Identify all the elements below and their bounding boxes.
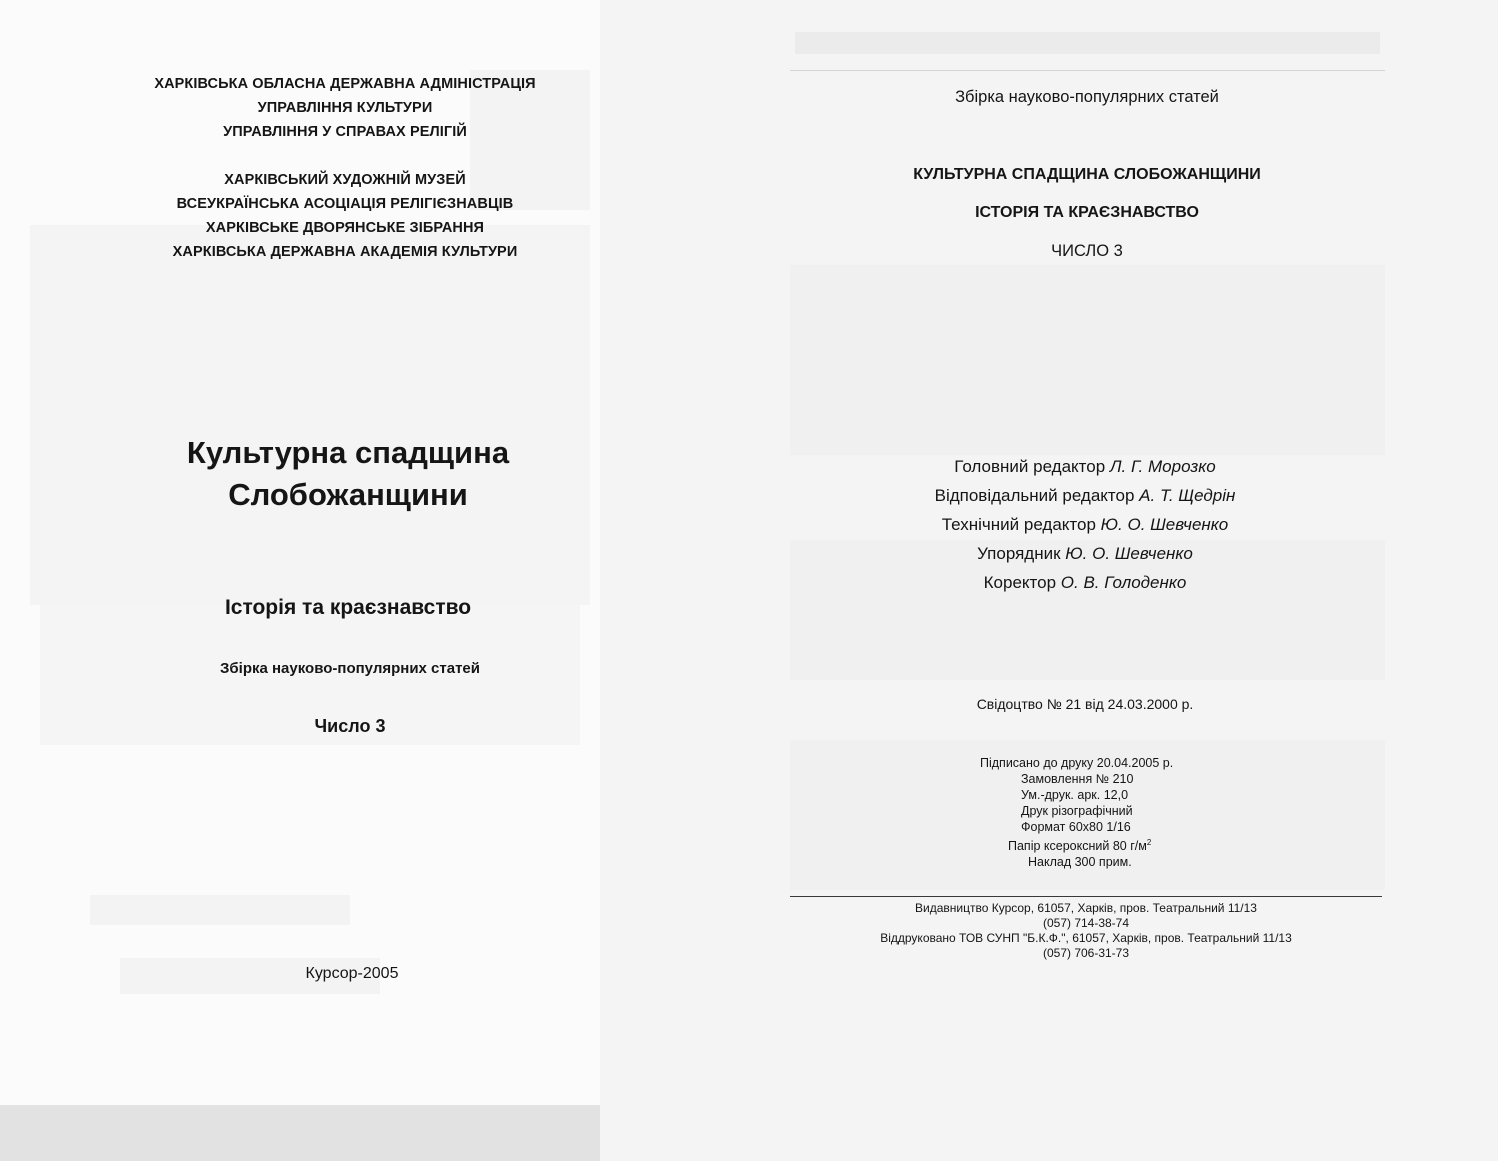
editor-name: О. В. Голоденко xyxy=(1060,573,1187,592)
footer-line: (057) 706-31-73 xyxy=(1042,946,1130,960)
spec-paper-superscript: 2 xyxy=(1146,838,1152,847)
editor-role: Упорядник xyxy=(977,544,1061,563)
org-line: ВСЕУКРАЇНСЬКА АСОЦІАЦІЯ РЕЛІГІЄЗНАВЦІВ xyxy=(176,196,514,212)
org-line: ХАРКІВСЬКА ДЕРЖАВНА АКАДЕМІЯ КУЛЬТУРИ xyxy=(172,244,518,260)
org-line: УПРАВЛІННЯ У СПРАВАХ РЕЛІГІЙ xyxy=(223,124,467,140)
right-colophon-page xyxy=(600,0,1498,1161)
scan-edge-band xyxy=(0,1105,600,1161)
editor-line xyxy=(790,539,1380,568)
publisher-footer xyxy=(786,901,1386,961)
editor-role: Відповідальний редактор xyxy=(934,486,1135,505)
footer-line: Віддруковано ТОВ СУНП "Б.К.Ф.", 61057, Харків, пров. Театральний 11/13 xyxy=(880,931,1292,945)
issue-number: ЧИСЛО 3 xyxy=(1051,242,1123,260)
footer-rule xyxy=(790,896,1382,897)
editor-line xyxy=(790,452,1380,481)
book-subtitle: ІСТОРІЯ ТА КРАЄЗНАВСТВО xyxy=(975,204,1199,221)
editor-line xyxy=(790,481,1380,510)
title-line: Слобожанщини xyxy=(228,477,468,512)
editor-name: А. Т. Щедрін xyxy=(1139,486,1236,505)
editor-name: Ю. О. Шевченко xyxy=(1100,515,1229,534)
editor-name: Л. Г. Морозко xyxy=(1109,457,1216,476)
editor-line xyxy=(790,510,1380,539)
show-through-header xyxy=(795,32,1380,54)
show-through-ghost xyxy=(90,895,350,925)
show-through-rule xyxy=(790,70,1385,71)
title-line: Культурна спадщина xyxy=(186,435,510,470)
spec-signed: Підписано до друку 20.04.2005 р. xyxy=(980,756,1174,770)
certificate-number: Свідоцтво № 21 від 24.03.2000 р. xyxy=(976,696,1194,712)
collection-label: Збірка науково-популярних статей xyxy=(219,660,480,677)
spec-run: Наклад 300 прим. xyxy=(1028,855,1132,870)
publisher-year: Курсор-2005 xyxy=(305,965,399,982)
print-specifications xyxy=(980,755,1173,870)
show-through-ghost xyxy=(790,265,1385,455)
spec-format: Формат 60х80 1/16 xyxy=(1021,820,1131,834)
spec-paper-text: Папір ксероксний 80 г/м xyxy=(1008,839,1147,854)
editor-name: Ю. О. Шевченко xyxy=(1065,544,1193,563)
footer-line: Видавництво Курсор, 61057, Харків, пров. Театральний 11/13 xyxy=(915,901,1257,915)
show-through-ghost xyxy=(30,225,590,605)
org-line: УПРАВЛІННЯ КУЛЬТУРИ xyxy=(257,100,433,116)
organizations-group-1 xyxy=(0,72,600,144)
left-title-page xyxy=(0,0,600,1161)
editor-role: Технічний редактор xyxy=(941,515,1096,534)
issue-number: Число 3 xyxy=(314,716,386,736)
editor-role: Головний редактор xyxy=(954,457,1106,476)
org-line: ХАРКІВСЬКЕ ДВОРЯНСЬКЕ ЗІБРАННЯ xyxy=(205,220,485,236)
collection-label: Збірка науково-популярних статей xyxy=(955,88,1219,106)
org-line: ХАРКІВСЬКИЙ ХУДОЖНІЙ МУЗЕЙ xyxy=(224,172,466,188)
spec-sheets: Ум.-друк. арк. 12,0 xyxy=(1021,788,1129,802)
book-subtitle: Історія та краєзнавство xyxy=(224,596,472,619)
org-line: ХАРКІВСЬКА ОБЛАСНА ДЕРЖАВНА АДМІНІСТРАЦІЯ xyxy=(154,76,536,92)
editor-role: Коректор xyxy=(983,573,1057,592)
spec-print: Друк різографічний xyxy=(1021,804,1133,818)
editor-line xyxy=(790,568,1380,597)
editorial-credits xyxy=(790,452,1380,597)
spec-paper xyxy=(980,835,1173,854)
book-title: КУЛЬТУРНА СПАДЩИНА СЛОБОЖАНЩИНИ xyxy=(913,166,1261,183)
book-title xyxy=(0,432,600,516)
spec-order: Замовлення № 210 xyxy=(1021,772,1134,786)
organizations-group-2 xyxy=(0,168,600,264)
footer-line: (057) 714-38-74 xyxy=(1042,916,1130,930)
